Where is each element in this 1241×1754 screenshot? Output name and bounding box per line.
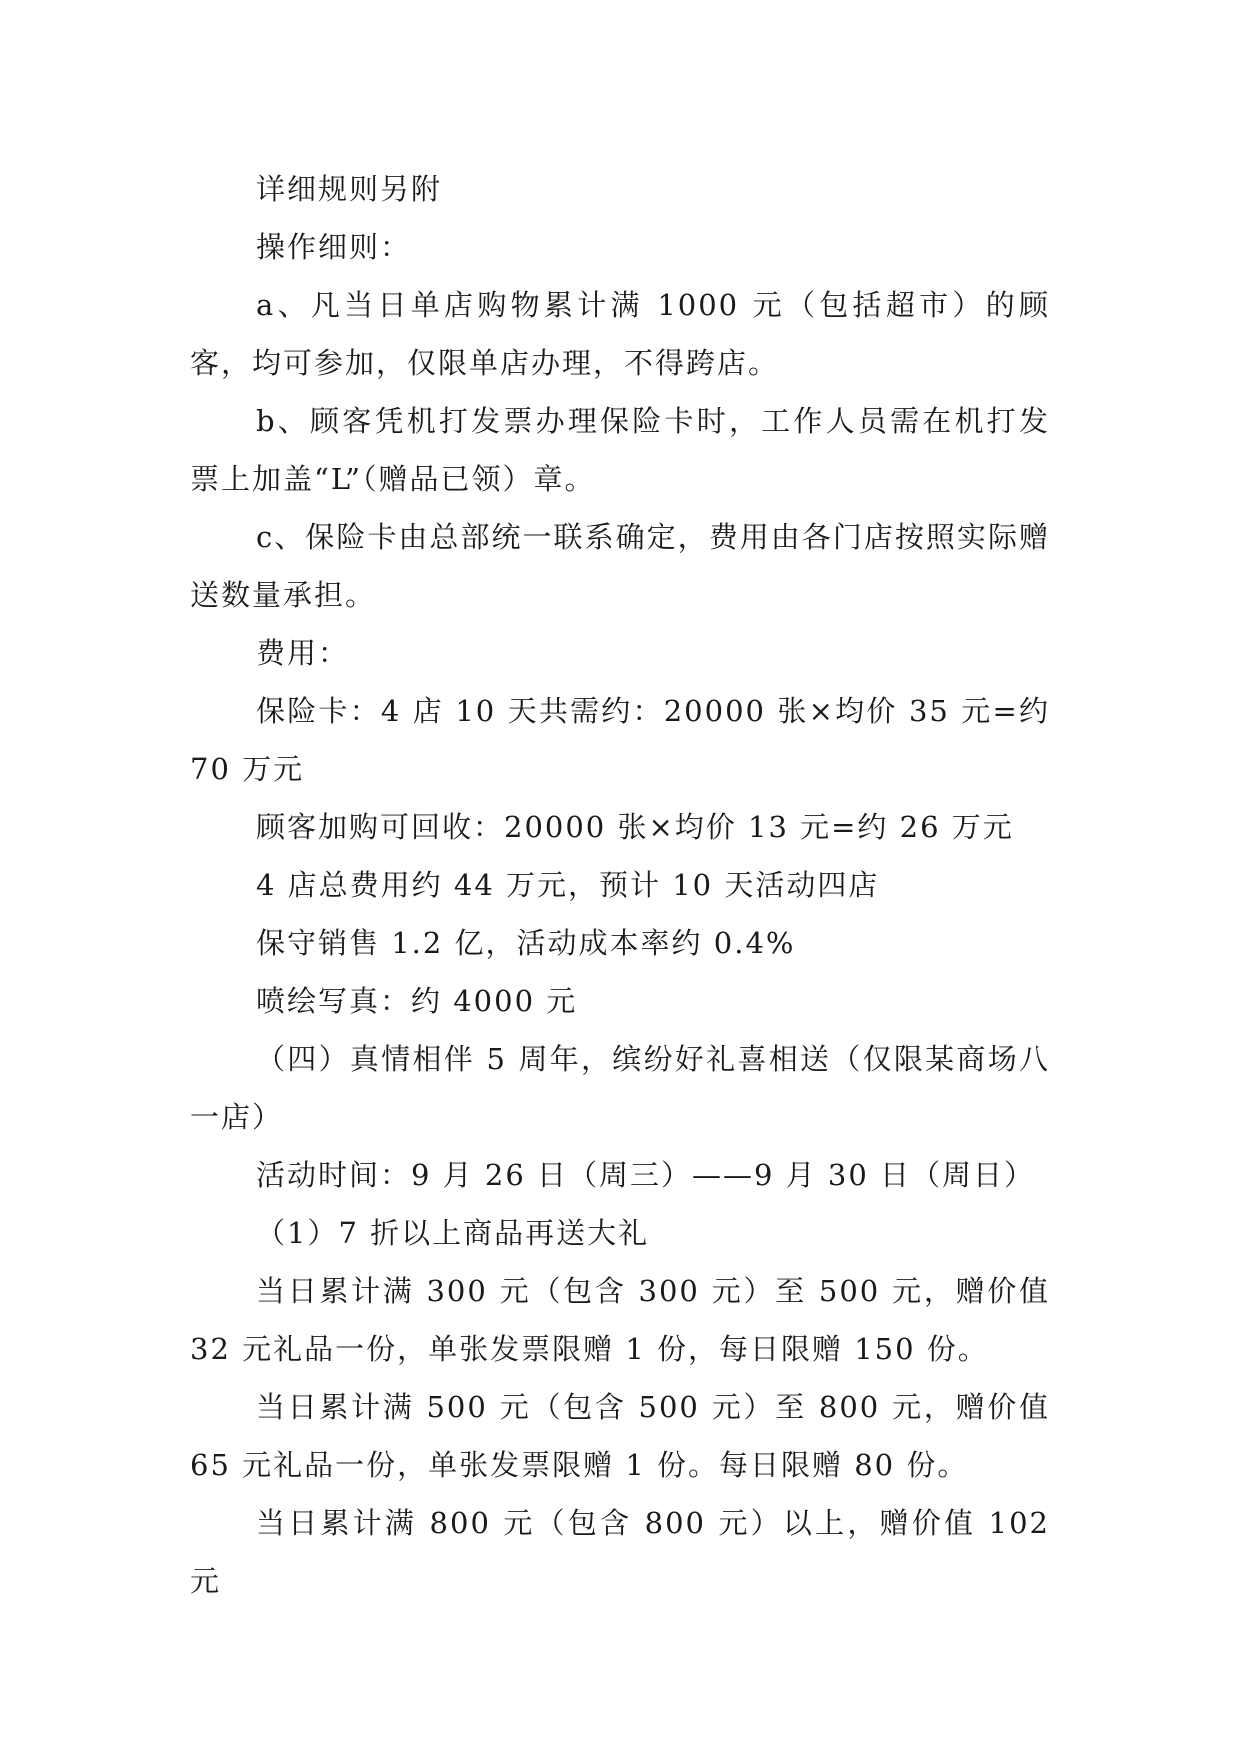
paragraph-insurance-card-cost: 保险卡：4 店 10 天共需约：20000 张×均价 35 元=约 70 万元	[190, 694, 1050, 786]
paragraph-cost-heading: 费用：	[256, 636, 350, 670]
paragraph-rule-a: a、凡当日单店购物累计满 1000 元（包括超市）的顾客，均可参加，仅限单店办理，不得跨店。	[190, 288, 1050, 380]
paragraph-sales-estimate: 保守销售 1.2 亿，活动成本率约 0.4%	[256, 926, 796, 960]
paragraph-item-one: （1）7 折以上商品再送大礼	[256, 1216, 650, 1250]
paragraph-operation-heading: 操作细则：	[256, 230, 412, 264]
paragraph-total-cost: 4 店总费用约 44 万元，预计 10 天活动四店	[256, 868, 880, 902]
paragraph-printing-cost: 喷绘写真：约 4000 元	[256, 984, 578, 1018]
paragraph-rule-c: c、保险卡由总部统一联系确定，费用由各门店按照实际赠送数量承担。	[190, 520, 1050, 612]
paragraph-section-four: （四）真情相伴 5 周年，缤纷好礼喜相送（仅限某商场八一店）	[190, 1042, 1050, 1134]
paragraph-tier-500: 当日累计满 500 元（包含 500 元）至 800 元，赠价值 65 元礼品一份，单张发票限赠 1 份。每日限赠 80 份。	[190, 1390, 1050, 1482]
paragraph-tier-300: 当日累计满 300 元（包含 300 元）至 500 元，赠价值 32 元礼品一份，单张发票限赠 1 份，每日限赠 150 份。	[190, 1274, 1050, 1366]
document-body	[190, 160, 1050, 1610]
paragraph-detail-rules: 详细规则另附	[256, 172, 443, 206]
paragraph-recovery: 顾客加购可回收：20000 张×均价 13 元=约 26 万元	[256, 810, 1014, 844]
paragraph-event-time: 活动时间：9 月 26 日（周三）——9 月 30 日（周日）	[256, 1158, 1036, 1192]
paragraph-rule-b: b、顾客凭机打发票办理保险卡时，工作人员需在机打发票上加盖“L”（赠品已领）章。	[190, 404, 1050, 496]
paragraph-tier-800: 当日累计满 800 元（包含 800 元）以上，赠价值 102 元	[190, 1506, 1050, 1598]
